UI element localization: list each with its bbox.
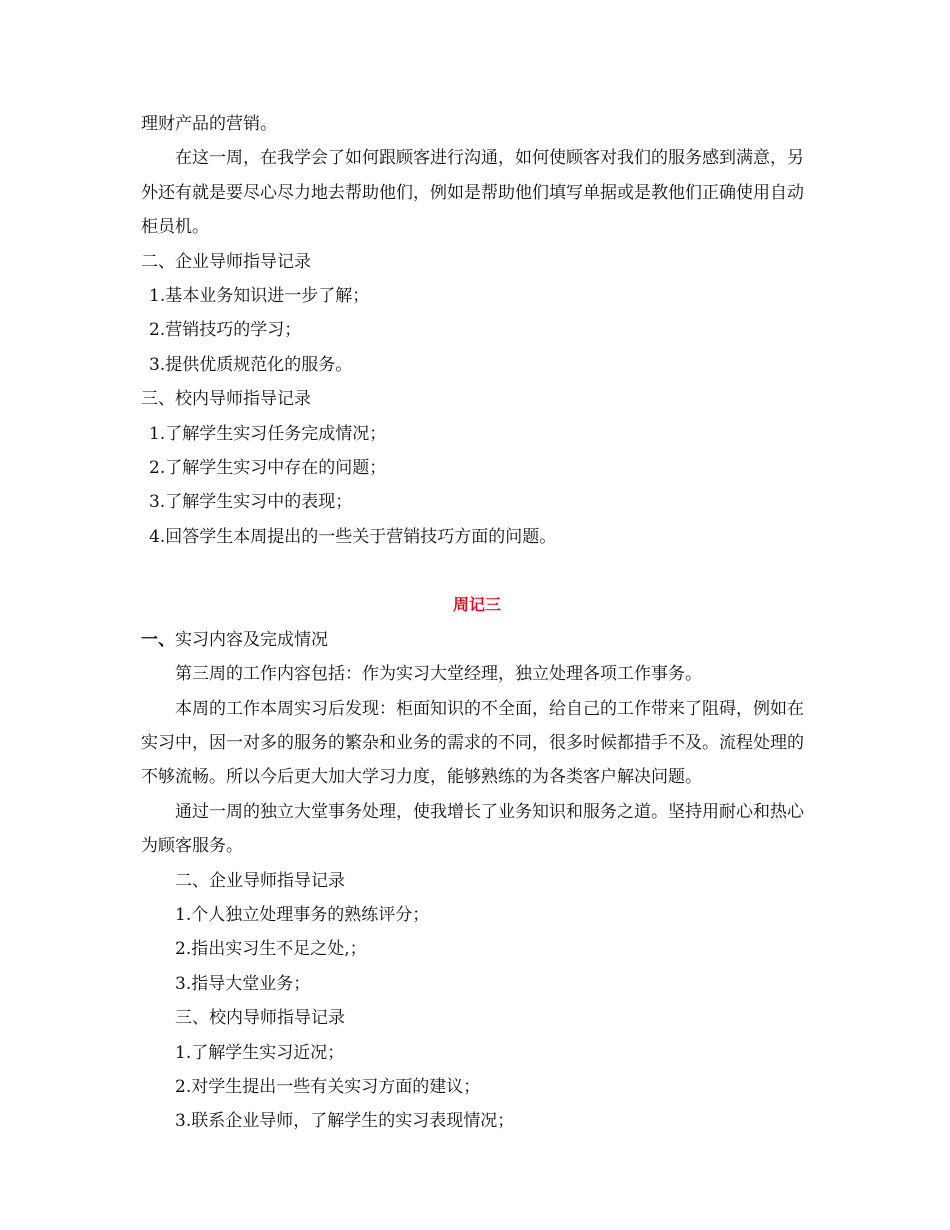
week3-enterprise-item: 2.指出实习生不足之处,； [175, 939, 367, 960]
document-body [141, 107, 813, 1139]
week2-enterprise-heading: 二、企业导师指导记录 [141, 251, 311, 272]
week3-school-heading: 三、校内导师指导记录 [175, 1008, 345, 1029]
week3-enterprise-heading: 二、企业导师指导记录 [175, 870, 345, 891]
week2-summary-paragraph: 在这一周，在我学会了如何跟顾客进行沟通，如何使顾客对我们的服务感到满意，另外还有就是要尽心尽力地去帮助他们，例如是帮助他们填写单据或是教他们正确使用自动柜员机。 [141, 148, 804, 238]
week2-enterprise-item: 1.基本业务知识进一步了解； [149, 286, 370, 307]
week3-school-item: 1.了解学生实习近况； [175, 1042, 345, 1063]
week3-paragraph: 第三周的工作内容包括：作为实习大堂经理，独立处理各项工作事务。 [175, 664, 702, 685]
week3-section1-heading [141, 623, 813, 657]
week3-section1-marker: 一、 [141, 629, 175, 650]
week2-school-item: 3.了解学生实习中的表现； [149, 492, 353, 513]
week2-school-heading: 三、校内导师指导记录 [141, 389, 311, 410]
week3-paragraph: 本周的工作本周实习后发现：柜面知识的不全面，给自己的工作带来了阻碍，例如在实习中，因一对多的服务的繁杂和业务的需求的不同，很多时候都措手不及。流程处理的不够流畅。所以今后更大加大学习力度，能够熟练的为各类客户解决问题。 [141, 698, 804, 788]
week3-enterprise-item: 1.个人独立处理事务的熟练评分； [175, 904, 430, 925]
week3-enterprise-item: 3.指导大堂业务； [175, 973, 311, 994]
week3-school-item: 2.对学生提出一些有关实习方面的建议； [175, 1076, 481, 1097]
week3-school-item: 3.联系企业导师，了解学生的实习表现情况； [175, 1111, 515, 1132]
week2-enterprise-item: 2.营销技巧的学习； [149, 320, 302, 341]
week2-enterprise-item: 3.提供优质规范化的服务。 [149, 354, 353, 375]
week2-school-item: 4.回答学生本周提出的一些关于营销技巧方面的问题。 [149, 526, 557, 547]
week2-school-item: 1.了解学生实习任务完成情况； [149, 423, 387, 444]
week3-section1-title: 实习内容及完成情况 [175, 629, 328, 650]
week2-tail-line: 理财产品的营销。 [141, 114, 277, 134]
week2-school-item: 2.了解学生实习中存在的问题； [149, 458, 387, 479]
week3-paragraph: 通过一周的独立大堂事务处理，使我增长了业务知识和服务之道。坚持用耐心和热心为顾客服务。 [141, 801, 804, 857]
week3-title: 周记三 [452, 595, 501, 615]
